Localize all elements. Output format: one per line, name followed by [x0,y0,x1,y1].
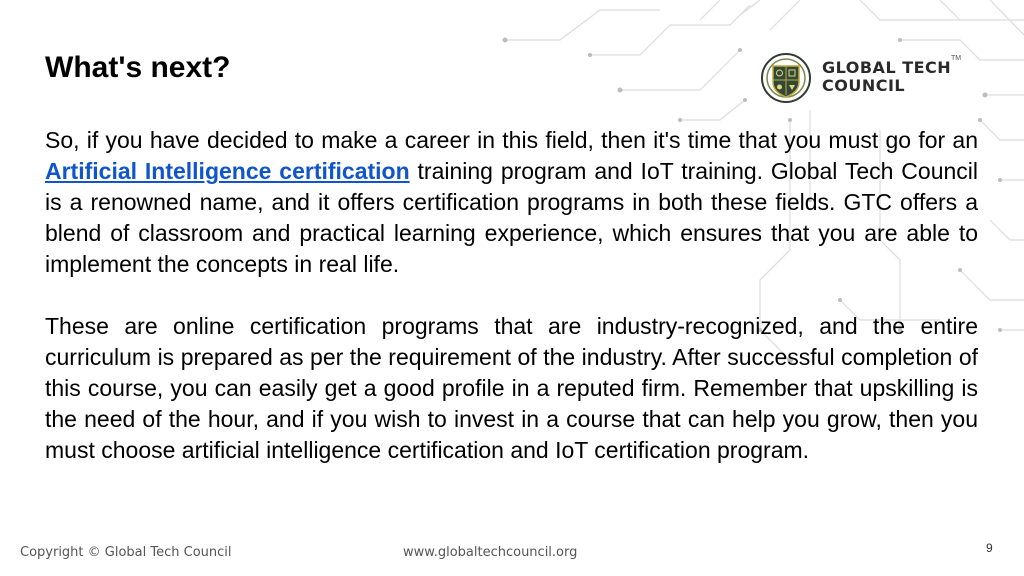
slide-body [45,125,978,466]
slide-title: What's next? [45,51,231,84]
paragraph-1-end: training program and IoT training. Global Tech Council is a renowned name, and it offers certification programs in both these fields. GTC offers a blend of classroom and practical learning experience, which ensures that you are able to implement the concepts in real life. [45,158,979,277]
logo-line-2: COUNCIL [822,76,906,95]
logo-wordmark [822,59,951,95]
ai-certification-link[interactable]: Artificial Intelligence certification [45,158,410,184]
gtc-logo [760,52,980,104]
footer-copyright: Copyright © Global Tech Council [20,545,232,560]
paragraph-1 [45,125,978,280]
paragraph-1-start: So, if you have decided to make a career in this field, then it's time that you must go for an [45,127,978,153]
paragraph-2: These are online certification programs that are industry-recognized, and the entire curriculum is prepared as per the requirement of the industry. After successful completion of this course, you can easily get a good profile in a reputed firm. Remember that upskilling is the need of the hour, and if you wish to invest in a course that can help you grow, then you must choose artificial intelligence certification and IoT certification program. [45,313,978,463]
trademark-mark: TM [951,55,962,62]
gtc-seal-icon [760,52,812,104]
logo-line-1: GLOBAL TECH [822,58,952,77]
page-number: 9 [986,541,993,555]
footer-website: www.globaltechcouncil.org [403,545,578,560]
